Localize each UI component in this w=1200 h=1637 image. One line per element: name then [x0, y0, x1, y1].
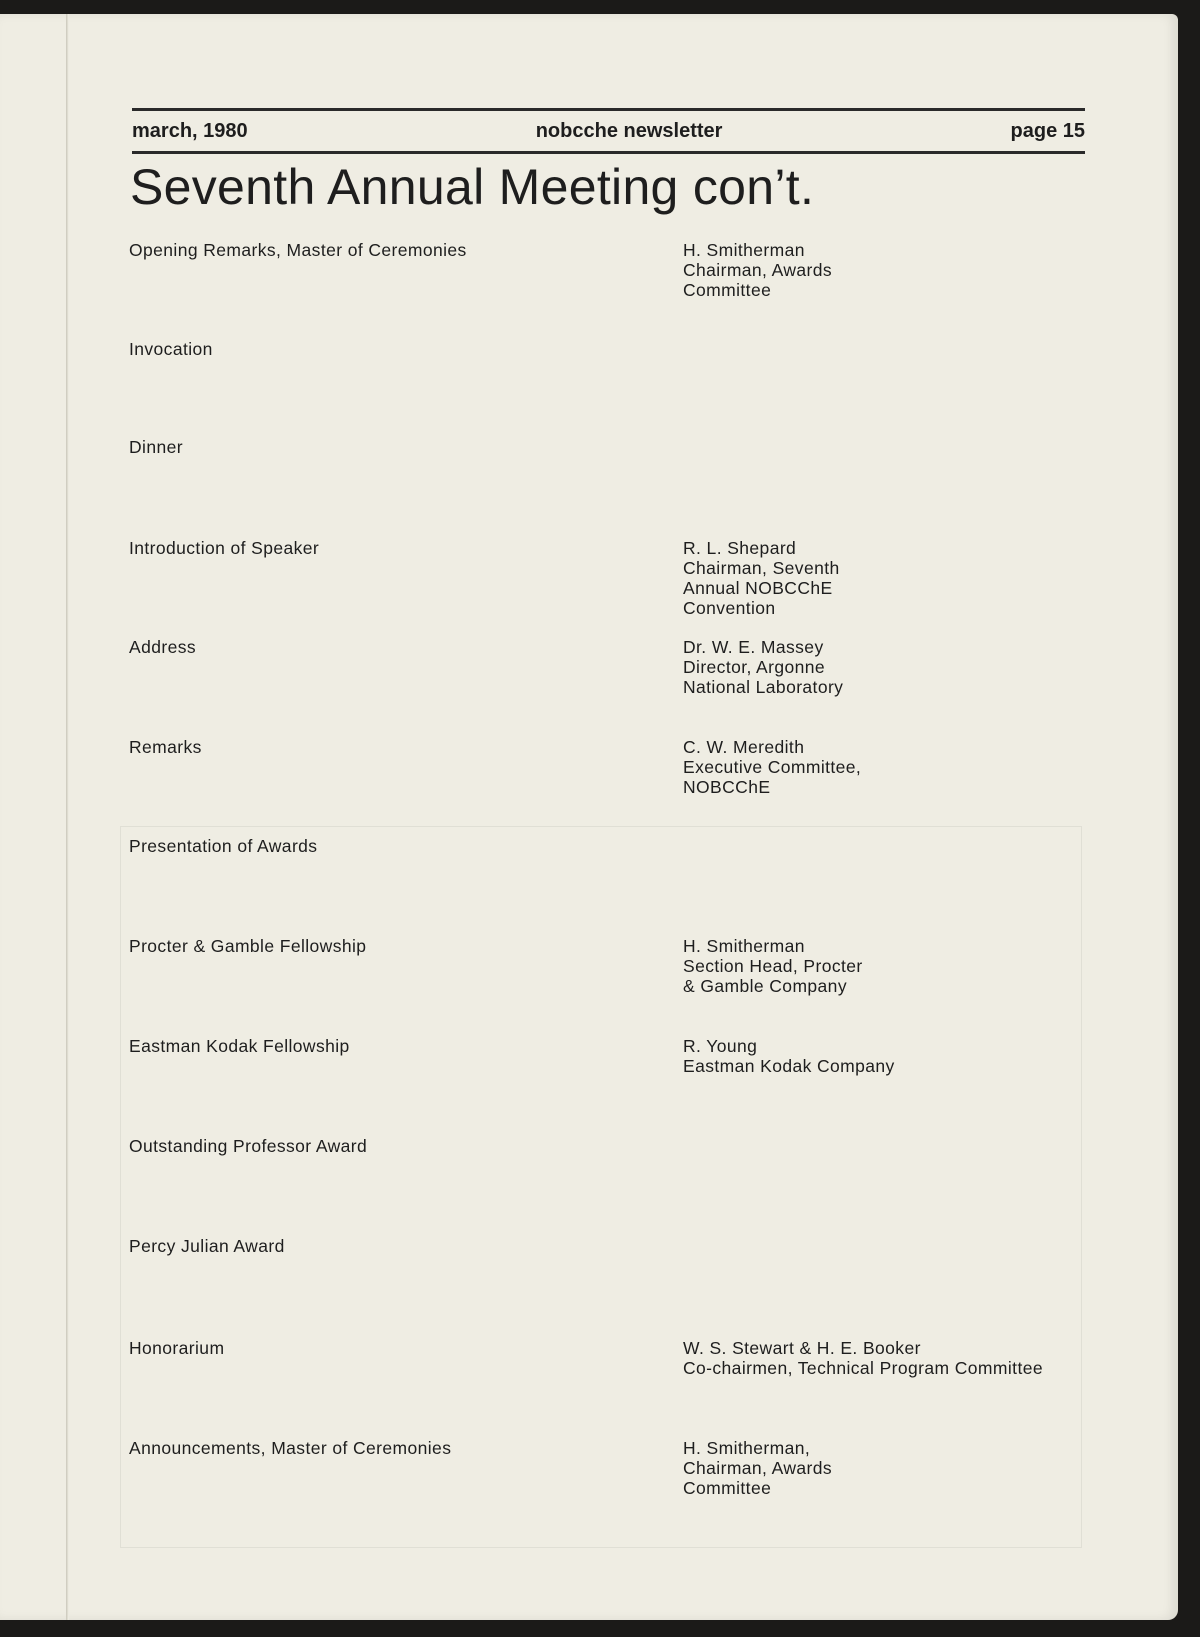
program-event: Remarks [129, 737, 202, 757]
program-event: Opening Remarks, Master of Ceremonies [129, 240, 467, 260]
program-person: H. Smitherman Section Head, Procter & Gamble Company [683, 936, 863, 996]
header-publication: nobcche newsletter [535, 119, 723, 142]
program-person: R. L. Shepard Chairman, Seventh Annual NOBCChE Convention [683, 538, 840, 618]
program-person: W. S. Stewart & H. E. Booker Co-chairmen, Technical Program Committee [683, 1338, 1043, 1378]
program-person: Dr. W. E. Massey Director, Argonne National Laboratory [683, 637, 844, 697]
program-person: H. Smitherman Chairman, Awards Committee [683, 240, 833, 300]
program-event: Dinner [129, 437, 183, 457]
program-person: H. Smitherman, Chairman, Awards Committee [683, 1438, 833, 1498]
page-fold [66, 14, 69, 1620]
program-event: Percy Julian Award [129, 1236, 285, 1256]
header-page-number: page 15 [1010, 119, 1085, 142]
page-title: Seventh Annual Meeting con’t. [130, 159, 815, 215]
program-event: Outstanding Professor Award [129, 1136, 368, 1156]
program-event: Procter & Gamble Fellowship [129, 936, 367, 956]
program-event: Address [129, 637, 196, 657]
program-event: Announcements, Master of Ceremonies [129, 1438, 452, 1458]
program-event: Invocation [129, 339, 213, 359]
program-event: Presentation of Awards [129, 836, 318, 856]
program-person: C. W. Meredith Executive Committee, NOBCChE [683, 737, 862, 797]
program-event: Eastman Kodak Fellowship [129, 1036, 350, 1056]
program-event: Honorarium [129, 1338, 225, 1358]
program-person: R. Young Eastman Kodak Company [683, 1036, 895, 1076]
program-event: Introduction of Speaker [129, 538, 320, 558]
header-date: march, 1980 [132, 119, 248, 142]
page-header [132, 108, 1085, 154]
